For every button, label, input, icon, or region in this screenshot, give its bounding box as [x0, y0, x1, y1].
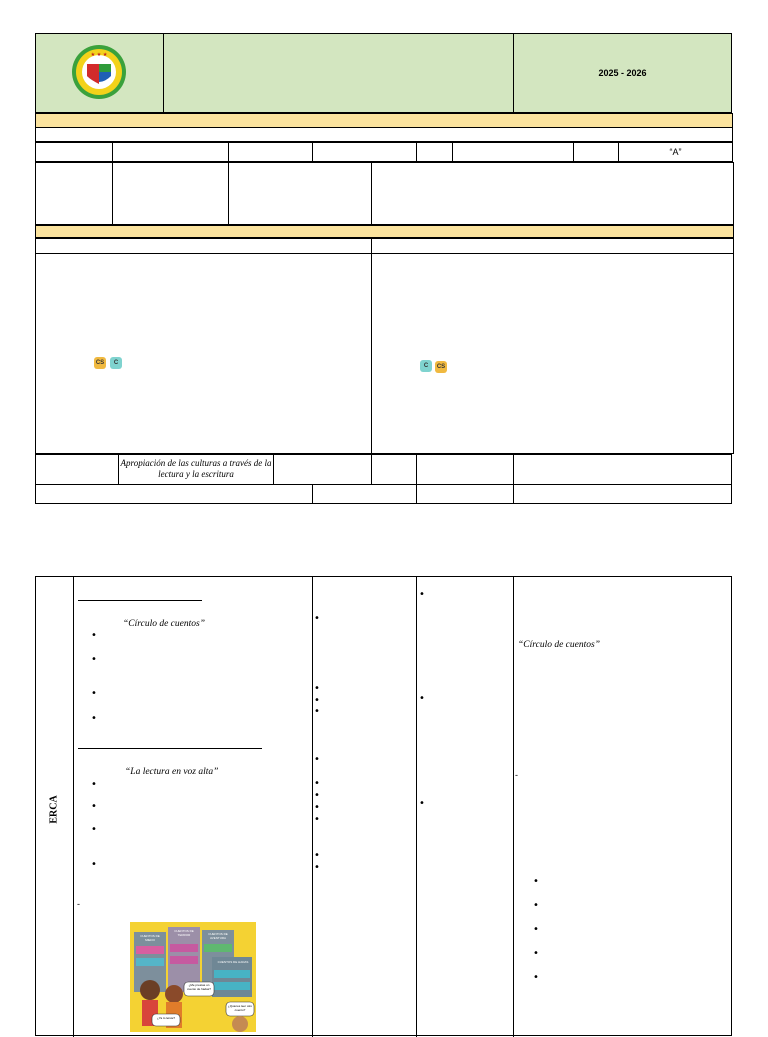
list-item: • — [419, 693, 425, 704]
svg-text:★ ★ ★: ★ ★ ★ — [90, 52, 108, 58]
list-item: • — [314, 706, 320, 717]
list-item: • — [314, 814, 320, 825]
list-item: • — [314, 862, 320, 873]
activity1-title: “Círculo de cuentos” — [123, 619, 205, 629]
erca-label: ERCA — [48, 795, 60, 824]
list-item: • — [314, 790, 320, 801]
list-item: • — [91, 654, 97, 665]
activity2-title: “La lectura en voz alta” — [125, 767, 219, 777]
badge-c-icon: C — [420, 360, 432, 372]
list-item: • — [314, 754, 320, 765]
group-value: “A” — [669, 147, 682, 157]
list-item: • — [533, 972, 539, 983]
speech-bubble: ¿Quieres leer otro cuento? — [227, 1004, 253, 1012]
badge-cs-icon: CS — [435, 361, 447, 373]
list-item: • — [91, 630, 97, 641]
shelf-label: CUENTOS DE TERROR — [174, 929, 194, 937]
school-year: 2025 - 2026 — [598, 68, 647, 78]
erca-table — [35, 576, 732, 1036]
list-item: • — [314, 802, 320, 813]
info-row — [35, 142, 733, 162]
list-item: • — [533, 876, 539, 887]
pda-row — [35, 454, 732, 485]
badge-c-icon: C — [110, 357, 122, 369]
school-crest-icon — [71, 44, 127, 100]
list-item: • — [533, 924, 539, 935]
badge-cs-icon: CS — [94, 357, 106, 369]
content-block — [35, 253, 734, 454]
subheader-row — [35, 238, 734, 254]
list-item: • — [314, 695, 320, 706]
header-title-cell — [163, 33, 514, 113]
header-year-cell — [513, 33, 732, 113]
detail-row — [35, 162, 734, 225]
list-item: • — [91, 688, 97, 699]
list-item: • — [533, 948, 539, 959]
speech-bubble: ¿Me prestas un cuento de hadas? — [187, 983, 211, 991]
list-item: • — [91, 779, 97, 790]
footer-row — [35, 484, 732, 504]
speech-bubble: ¿Ya lo leíste? — [156, 1016, 176, 1020]
list-item: • — [314, 850, 320, 861]
list-item: • — [314, 683, 320, 694]
dash-right: - — [515, 770, 518, 780]
list-item: • — [314, 613, 320, 624]
list-item: • — [91, 824, 97, 835]
list-item: • — [419, 589, 425, 600]
pda-field-text: Apropiación de las culturas a través de la lectura y la escritura — [120, 458, 272, 479]
right-activity-title: “Círculo de cuentos” — [518, 640, 600, 650]
dash-left: - — [77, 899, 80, 909]
blank-row — [35, 127, 733, 142]
shelf-label: CUENTOS DE MIEDO — [140, 934, 160, 942]
list-item: • — [533, 900, 539, 911]
library-illustration — [130, 922, 256, 1032]
header-logo-cell — [35, 33, 164, 113]
shelf-label: CUENTOS DE AVENTURA — [208, 932, 228, 940]
list-item: • — [91, 859, 97, 870]
section-band-1 — [35, 113, 733, 128]
section-band-2 — [35, 225, 734, 238]
list-item: • — [91, 801, 97, 812]
shelf-label: CUENTOS DE HADAS — [217, 960, 249, 964]
list-item: • — [91, 713, 97, 724]
list-item: • — [314, 778, 320, 789]
list-item: • — [419, 798, 425, 809]
